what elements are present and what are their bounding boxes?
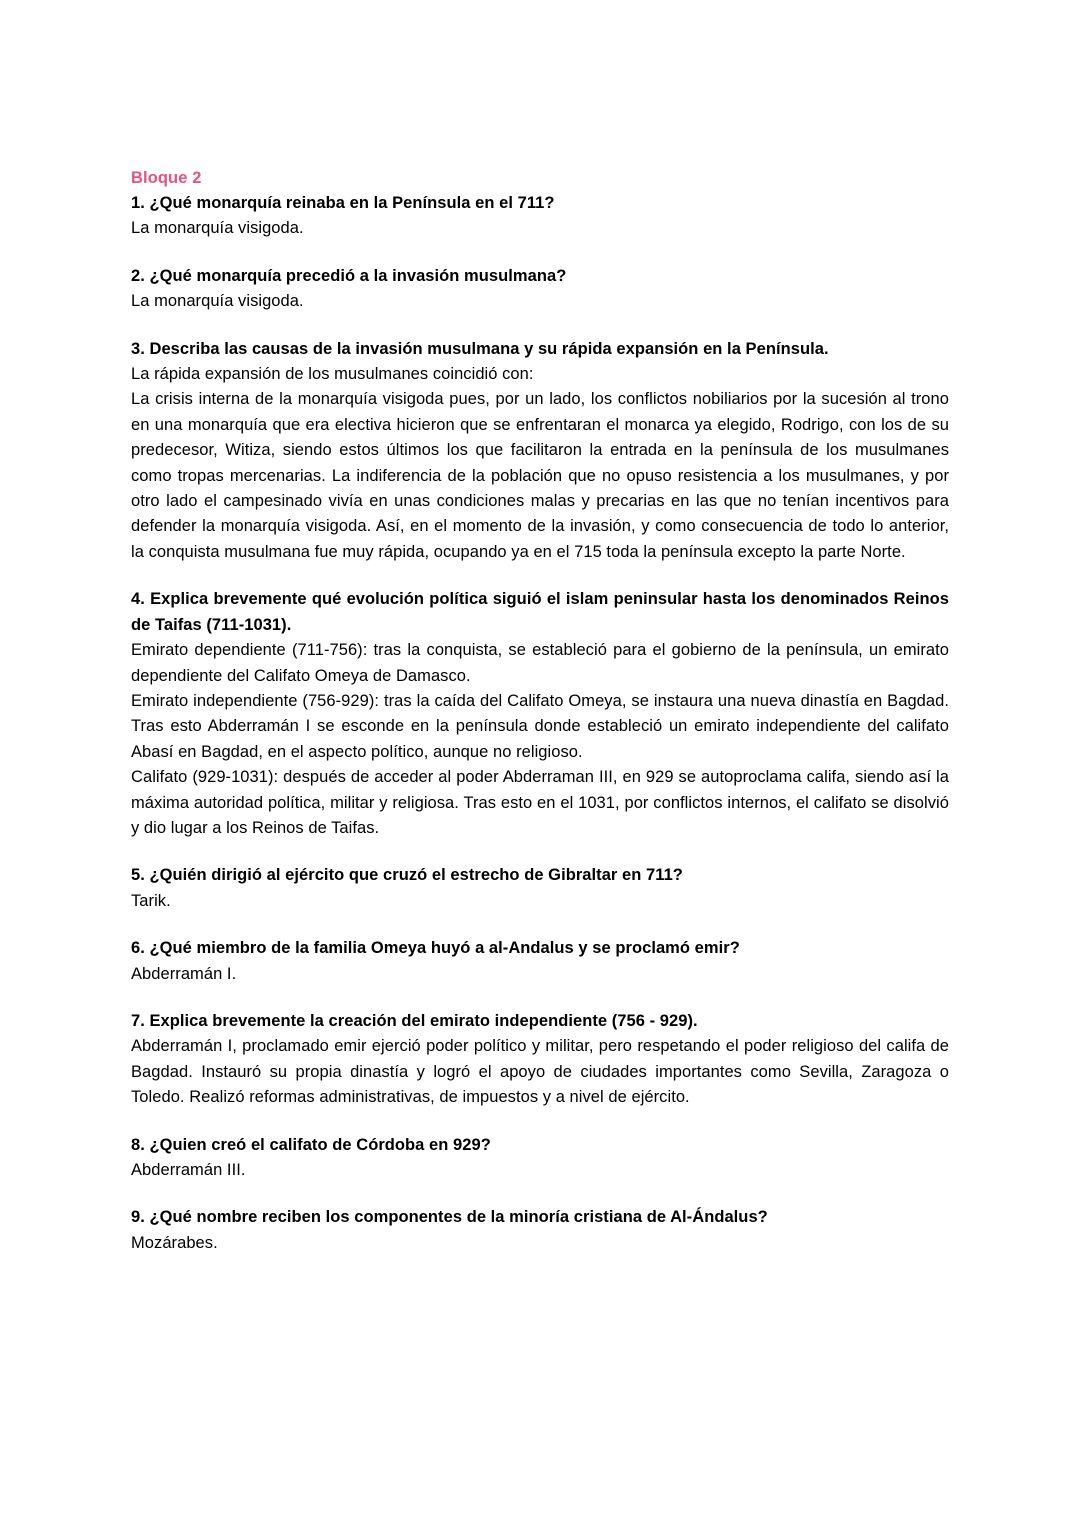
qa-item: [131, 936, 949, 987]
answer-text: Tarik.: [131, 891, 171, 910]
qa-item: [131, 1133, 949, 1184]
question-text: 3. Describa las causas de la invasión musulmana y su rápida expansión en la Península.: [131, 339, 829, 358]
answer-text: La crisis interna de la monarquía visigoda pues, por un lado, los conflictos nobiliarios por la sucesión al trono en una monarquía que era electiva hicieron que se enfrentaran el monarca ya elegido, Rodrigo, con los de su predecesor, Witiza, siendo estos últimos los que facilitaron la entrada en la península de los musulmanes como tropas mercenarias. La indiferencia de la población que no opuso resistencia a los musulmanes, y por otro lado el campesinado vivía en unas condiciones malas y precarias en las que no tenían incentivos para defender la monarquía visigoda. Así, en el momento de la invasión, y como consecuencia de todo lo anterior, la conquista musulmana fue muy rápida, ocupando ya en el 715 toda la península excepto la parte Norte.: [131, 390, 949, 561]
qa-item: [131, 337, 949, 566]
block-heading: Bloque 2: [131, 169, 202, 187]
qa-item: [131, 191, 949, 242]
answer-text: La monarquía visigoda.: [131, 292, 304, 311]
answer-text: Abderramán III.: [131, 1161, 246, 1179]
qa-item: [131, 264, 949, 315]
question-text: 2. ¿Qué monarquía precedió a la invasión musulmana?: [131, 266, 567, 285]
answer-text: La rápida expansión de los musulmanes coincidió con:: [131, 365, 534, 384]
question-answer-list: [131, 191, 949, 1256]
question-text: 5. ¿Quién dirigió al ejército que cruzó el estrecho de Gibraltar en 711?: [131, 866, 683, 885]
answer-text: Abderramán I, proclamado emir ejerció poder político y militar, pero respetando el poder religioso del califa de Bagdad. Instauró su propia dinastía y logró el apoyo de ciudades importantes como Sevilla, Zaragoza o Toledo. Realizó reformas administrativas, de impuestos y a nivel de ejército.: [131, 1037, 949, 1107]
answer-text: Mozárabes.: [131, 1233, 218, 1252]
question-text: 1. ¿Qué monarquía reinaba en la Península en el 711?: [131, 194, 555, 212]
answer-text: Abderramán I.: [131, 964, 237, 983]
qa-item: [131, 587, 949, 841]
question-text: 9. ¿Qué nombre reciben los componentes de la minoría cristiana de Al-Ándalus?: [131, 1208, 768, 1227]
document-body: [131, 166, 949, 1256]
question-text: 8. ¿Quien creó el califato de Córdoba en 929?: [131, 1135, 491, 1154]
qa-item: [131, 863, 949, 914]
qa-item: [131, 1205, 949, 1256]
question-text: 4. Explica brevemente qué evolución política siguió el islam peninsular hasta los denominados Reinos de Taifas (711-1031).: [131, 590, 949, 634]
answer-text: Emirato dependiente (711-756): tras la conquista, se estableció para el gobierno de la península, un emirato dependiente del Califato Omeya de Damasco.: [131, 641, 949, 685]
question-text: 6. ¿Qué miembro de la familia Omeya huyó a al-Andalus y se proclamó emir?: [131, 939, 740, 958]
answer-text: Califato (929-1031): después de acceder al poder Abderraman III, en 929 se autoproclama califa, siendo así la máxima autoridad política, militar y religiosa. Tras esto en el 1031, por conflictos internos, el califato se disolvió y dio lugar a los Reinos de Taifas.: [131, 768, 949, 837]
answer-text: Emirato independiente (756-929): tras la caída del Califato Omeya, se instaura una nueva dinastía en Bagdad. Tras esto Abderramán I se esconde en la península donde estableció un emirato independiente del califato Abasí en Bagdad, en el aspecto político, aunque no religioso.: [131, 691, 949, 761]
question-text: 7. Explica brevemente la creación del emirato independiente (756 - 929).: [131, 1011, 698, 1030]
answer-text: La monarquía visigoda.: [131, 219, 304, 238]
qa-item: [131, 1009, 949, 1111]
